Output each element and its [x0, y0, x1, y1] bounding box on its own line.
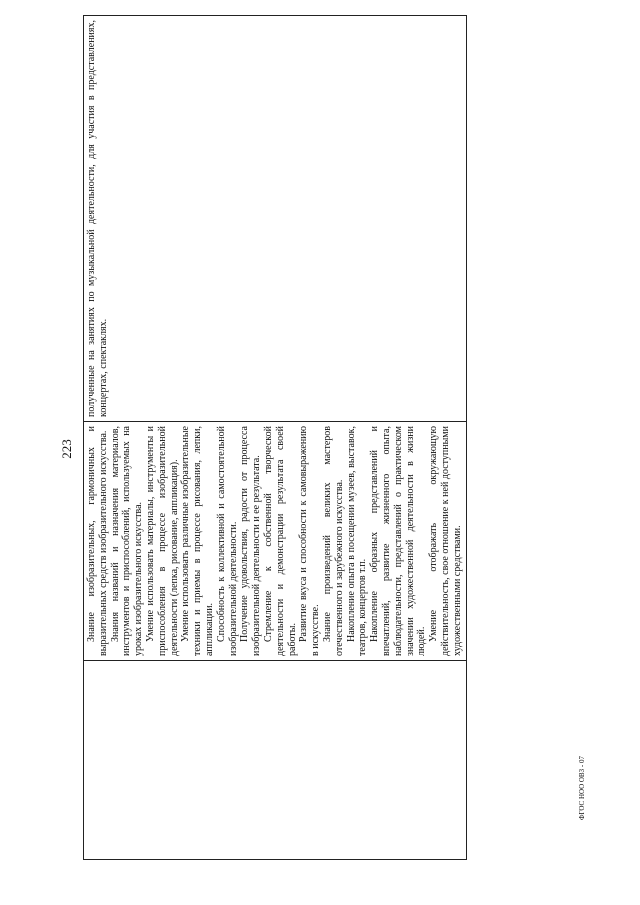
list-item: Накопление образных представлений и впечатлений, развитие жизненного опыта, наблюдательности, представлений о практическом значении художественной деятельности в жизни людей. [369, 426, 428, 656]
curriculum-table [83, 15, 467, 860]
list-item: Развитие вкуса и способности к самовыражению в искусстве. [298, 426, 322, 656]
list-item: Получение удовольствия, радости от процесса изобразительной деятельности и ее результата. [239, 426, 263, 656]
list-item: Умение использовать различные изобразительные техники и приемы в процессе рисования, лепки, аппликации. [180, 426, 215, 656]
list-item: Знание произведений великих мастеров отечественного и зарубежного искусства. [321, 426, 345, 656]
rotated-table-wrapper [83, 20, 463, 860]
list-item: Знание изобразительных, гармоничных и выразительных средств изобразительного искусства. [86, 426, 109, 656]
list-item: Накопление опыта в посещении музеев, выставок, театров, концертов т.п. [345, 426, 369, 656]
page-number: 223 [59, 439, 74, 459]
list-item: Знания названий и назначения материалов, инструментов и приспособлений, используемых на уроках изобразительного искусства. [109, 426, 145, 656]
table-cell-col1 [84, 661, 467, 860]
footer-code: ФГОС НОО ОВЗ - 07 [578, 756, 586, 820]
table-cell-col3: полученные на занятиях по музыкальной деятельности, для участия в представлениях, концертах, спектаклях. [84, 16, 467, 422]
list-item: Стремление к собственной творческой деятельности и демонстрации результата своей работы. [262, 426, 298, 656]
table-row [84, 16, 467, 860]
table-cell-col2 [84, 422, 467, 661]
list-item: Умение использовать материалы, инструменты и приспособления в процессе изобразительной деятельности (лепка, рисование, аппликация). [144, 426, 180, 656]
list-item: Способность к коллективной и самостоятельной изобразительной деятельности. [215, 426, 239, 656]
list-item: Умение отображать окружающую действительность, свое отношение к ней доступными художественными средствами. [428, 426, 463, 656]
